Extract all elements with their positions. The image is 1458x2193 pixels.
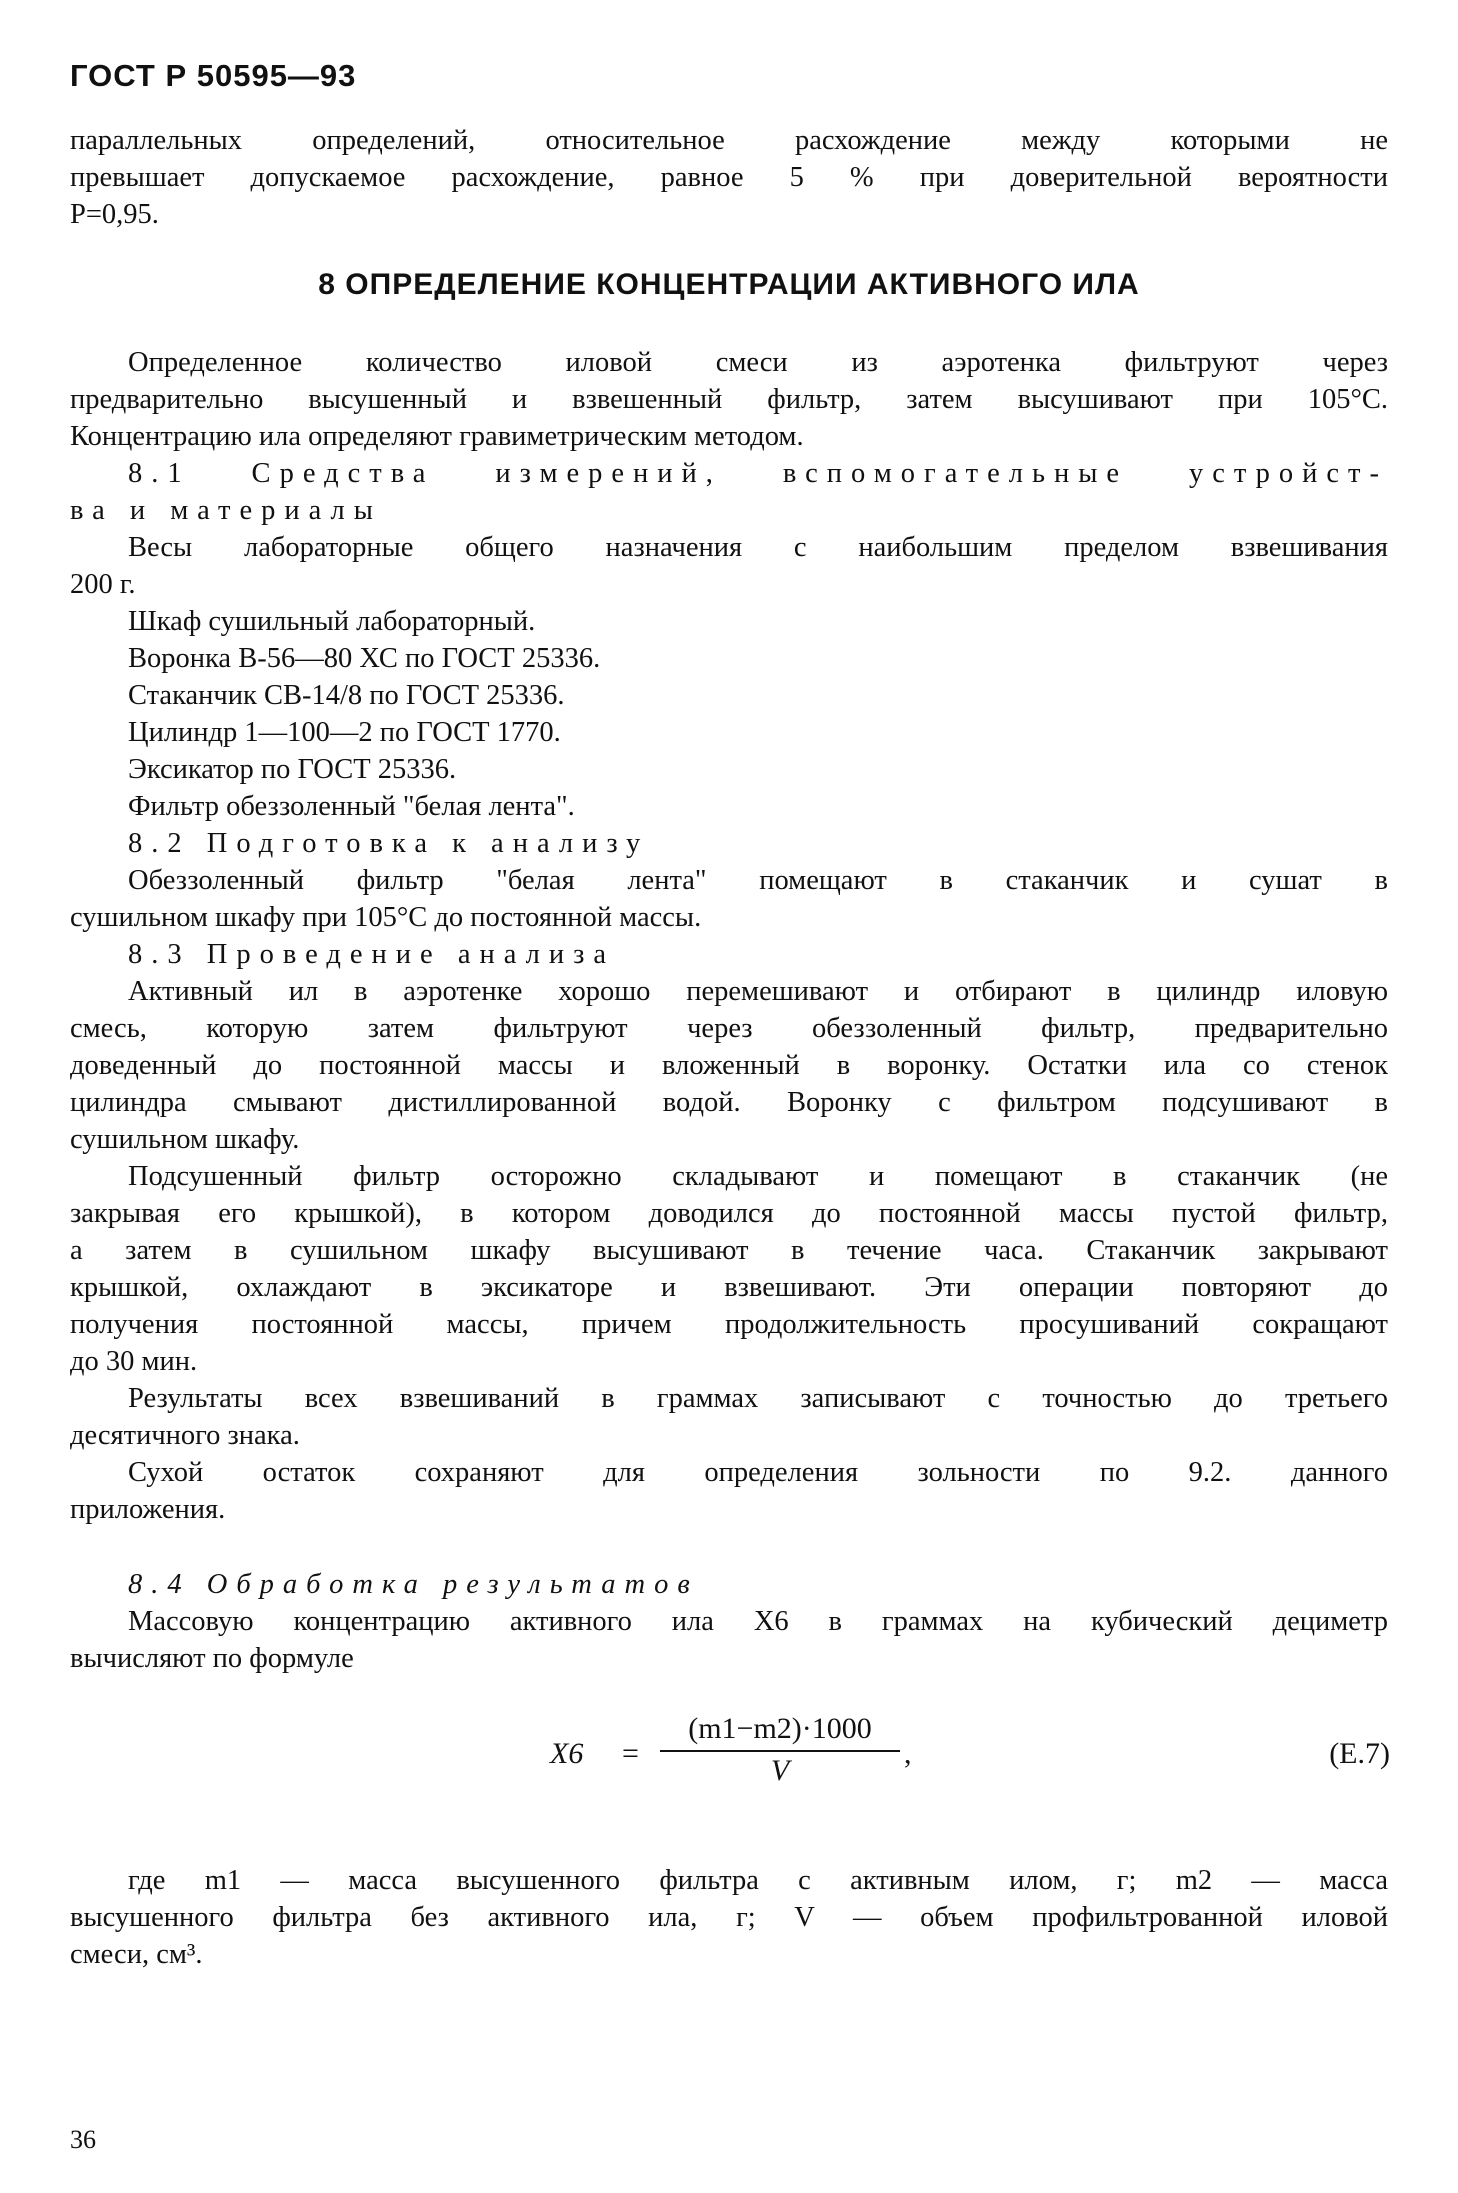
page-number: 36 [70,2125,96,2154]
formula-trailing-comma: , [904,1737,912,1770]
formula-label: (Е.7) [1329,1737,1390,1770]
subsection-heading: 8.1 Средства измерений, вспомогательные устройст- [128,458,1388,489]
text-line: цилиндра смывают дистиллированной водой. Воронку с фильтром подсушивают в [70,1087,1388,1118]
list-item: Весы лабораторные общего назначения с наибольшим пределом взвешивания [128,532,1388,563]
document-header: ГОСТ Р 50595—93 [70,58,357,93]
text-line: Массовую концентрацию активного ила X6 в граммах на кубический дециметр [128,1606,1388,1637]
text-line: Концентрацию ила определяют гравиметрическим методом. [70,421,804,452]
section-heading: 8 ОПРЕДЕЛЕНИЕ КОНЦЕНТРАЦИИ АКТИВНОГО ИЛА [318,268,1140,301]
text-line: сушильном шкафу при 105°С до постоянной массы. [70,902,702,933]
text-line: десятичного знака. [70,1420,300,1451]
subsection-heading: 8.4 Обработка результатов [128,1569,699,1600]
formula-equals: = [622,1737,639,1770]
list-item: Фильтр обеззоленный "белая лента". [128,791,575,822]
text-line: доведенный до постоянной массы и вложенный в воронку. Остатки ила со стенок [70,1050,1388,1081]
formula-denominator: V [770,1754,790,1787]
text-line: параллельных определений, относительное расхождение между которыми не [70,125,1388,156]
formula-fraction [660,1712,900,1788]
text-line: Результаты всех взвешиваний в граммах записывают с точностью до третьего [128,1383,1388,1414]
subsection-heading: 8.3 Проведение анализа [128,939,616,970]
text-line: смесь, которую затем фильтруют через обеззоленный фильтр, предварительно [70,1013,1388,1044]
formula-numerator: (m1−m2)·1000 [660,1712,900,1752]
list-item: Стаканчик СВ-14/8 по ГОСТ 25336. [128,680,565,711]
formula-lhs: X6 [550,1737,584,1770]
paragraph-1 [70,344,1388,455]
intro-paragraph [70,122,1388,233]
list-item: Эксикатор по ГОСТ 25336. [128,754,457,785]
text-line: Р=0,95. [70,199,159,230]
text-line: где m1 — масса высушенного фильтра с активным илом, г; m2 — масса [128,1865,1388,1896]
text-line: закрывая его крышкой), в котором доводился до постоянной массы пустой фильтр, [70,1198,1388,1229]
text-line: вычисляют по формуле [70,1643,354,1674]
text-line: приложения. [70,1494,226,1525]
text-line: Определенное количество иловой смеси из аэротенка фильтруют через [128,347,1388,378]
list-item: 200 г. [70,569,136,600]
text-line: получения постоянной массы, причем продолжительность просушиваний сокращают [70,1309,1388,1340]
list-item: Воронка В-56—80 ХС по ГОСТ 25336. [128,643,601,674]
list-item: Шкаф сушильный лабораторный. [128,606,536,637]
text-line: а затем в сушильном шкафу высушивают в течение часа. Стаканчик закрывают [70,1235,1388,1266]
subsection-8-1 [70,455,1388,825]
text-line: превышает допускаемое расхождение, равное 5 % при доверительной вероятности [70,162,1388,193]
text-line: крышкой, охлаждают в эксикаторе и взвешивают. Эти операции повторяют до [70,1272,1388,1303]
subsection-heading: ва и материалы [70,495,382,526]
subsection-heading: 8.2 Подготовка к анализу [128,828,650,859]
where-paragraph [70,1862,1388,1973]
text-line: до 30 мин. [70,1346,198,1377]
formula-e7 [550,1712,1390,1822]
text-line: сушильном шкафу. [70,1124,300,1155]
text-line: высушенного фильтра без активного ила, г; V — объем профильтрованной иловой [70,1902,1388,1933]
text-line: Подсушенный фильтр осторожно складывают и помещают в стаканчик (не [128,1161,1388,1192]
text-line: смеси, см³. [70,1939,203,1970]
text-line: Обеззоленный фильтр "белая лента" помещают в стаканчик и сушат в [128,865,1388,896]
list-item: Цилиндр 1—100—2 по ГОСТ 1770. [128,717,561,748]
text-line: предварительно высушенный и взвешенный фильтр, затем высушивают при 105°С. [70,384,1388,415]
subsection-8-2 [70,825,1388,936]
text-line: Активный ил в аэротенке хорошо перемешивают и отбирают в цилиндр иловую [128,976,1388,1007]
subsection-8-3 [70,936,1388,1528]
subsection-8-4 [70,1566,1388,1677]
text-line: Сухой остаток сохраняют для определения зольности по 9.2. данного [128,1457,1388,1488]
